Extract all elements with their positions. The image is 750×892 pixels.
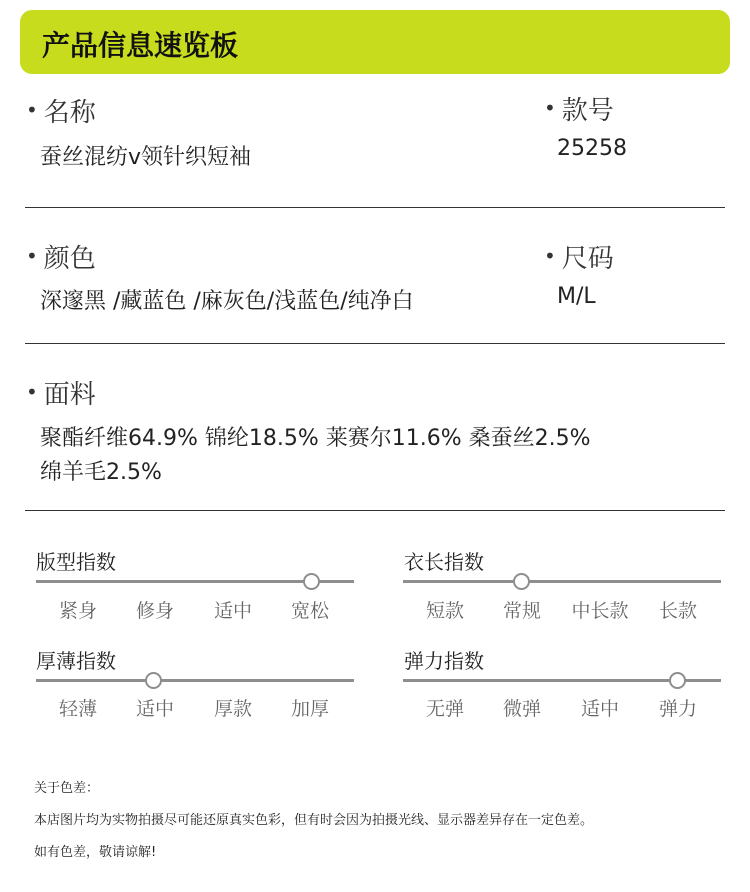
fit-index-marker — [303, 573, 320, 590]
color-note-title: 关于色差： — [34, 781, 100, 796]
thickness-option: 厚款 — [213, 698, 252, 720]
style-no-label: • 款号 — [544, 96, 614, 126]
thickness-index-title: 厚薄指数 — [36, 649, 116, 673]
length-index-title: 衣长指数 — [404, 550, 484, 574]
color-note-line1: 本店图片均为实物拍摄尽可能还原真实色彩，但有时会因为拍摄光线、显示器差异存在一定色差。 — [34, 813, 594, 828]
name-label: • 名称 — [26, 98, 96, 128]
thickness-option: 加厚 — [290, 698, 329, 720]
thickness-option: 适中 — [135, 698, 174, 720]
elasticity-option: 适中 — [580, 698, 619, 720]
elasticity-index-marker — [669, 672, 686, 689]
fit-index-title: 版型指数 — [36, 550, 116, 574]
divider — [25, 207, 725, 208]
color-label: • 颜色 — [26, 244, 96, 274]
thickness-index-marker — [145, 672, 162, 689]
thickness-index-track — [36, 679, 354, 682]
length-option: 长款 — [658, 600, 697, 622]
fabric-value-line1: 聚酯纤维64.9% 锦纶18.5% 莱赛尔11.6% 桑蚕丝2.5% — [40, 426, 591, 451]
page-title: 产品信息速览板 — [42, 29, 239, 62]
elasticity-option: 弹力 — [658, 698, 697, 720]
bullet-icon: • — [544, 244, 556, 268]
elasticity-option: 无弹 — [425, 698, 464, 720]
length-index-track — [403, 580, 721, 583]
color-value: 深邃黑 /藏蓝色 /麻灰色/浅蓝色/纯净白 — [40, 289, 414, 314]
divider — [25, 343, 725, 344]
divider — [25, 510, 725, 511]
size-value: M/L — [557, 284, 596, 309]
bullet-icon: • — [26, 244, 38, 268]
header-banner — [20, 10, 730, 74]
fabric-value-line2: 绵羊毛2.5% — [40, 460, 162, 485]
name-value: 蚕丝混纺v领针织短袖 — [40, 145, 252, 170]
length-index-marker — [513, 573, 530, 590]
fit-option: 适中 — [213, 600, 252, 622]
fit-option: 紧身 — [58, 600, 97, 622]
bullet-icon: • — [26, 98, 38, 122]
fabric-label: • 面料 — [26, 380, 96, 410]
size-label: • 尺码 — [544, 244, 614, 274]
fit-option: 修身 — [135, 600, 174, 622]
elasticity-option: 微弹 — [502, 698, 541, 720]
bullet-icon: • — [544, 96, 556, 120]
elasticity-index-title: 弹力指数 — [404, 649, 484, 673]
color-note-line2: 如有色差，敬请谅解! — [34, 845, 157, 860]
length-option: 短款 — [425, 600, 464, 622]
length-option: 中长款 — [571, 600, 629, 622]
length-option: 常规 — [502, 600, 541, 622]
bullet-icon: • — [26, 380, 38, 404]
thickness-option: 轻薄 — [58, 698, 97, 720]
style-no-value: 25258 — [557, 136, 627, 161]
fit-option: 宽松 — [290, 600, 329, 622]
